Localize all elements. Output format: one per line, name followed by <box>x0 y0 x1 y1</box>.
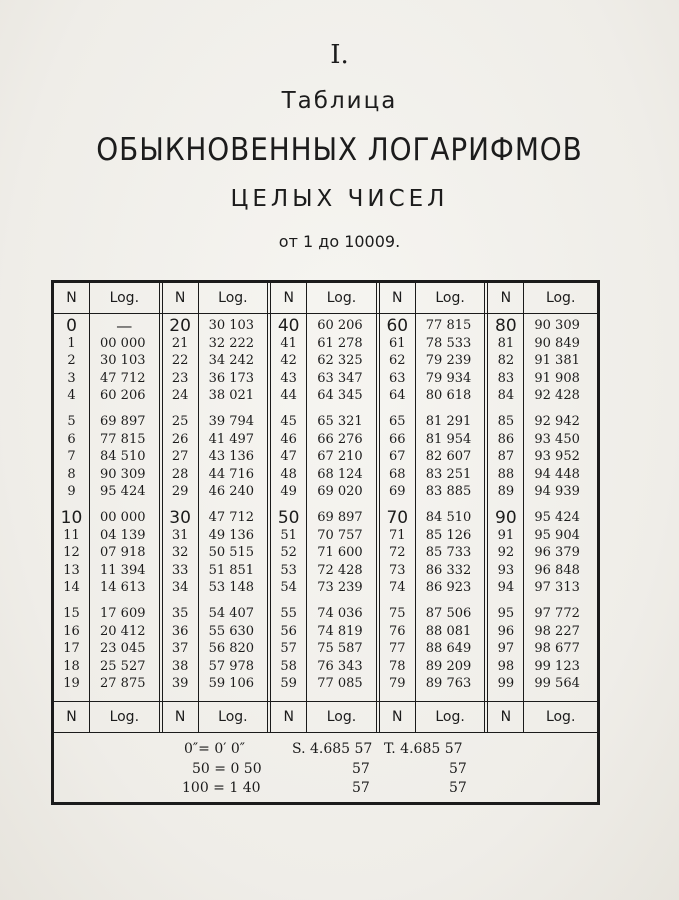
n-value: 46 <box>280 431 297 447</box>
log-value: 47 712 <box>100 370 146 386</box>
n-value: 75 <box>389 606 406 621</box>
table-body <box>54 314 597 701</box>
n-value: 83 <box>497 370 515 386</box>
n-value: 32 <box>171 545 189 560</box>
n-value: 92 <box>497 545 515 560</box>
n-value: 58 <box>280 658 297 674</box>
log-value: 77 085 <box>317 676 363 691</box>
n-value: 81 <box>497 335 515 351</box>
log-value: 90 849 <box>534 335 580 351</box>
n-value: 0 <box>66 316 77 336</box>
log-value: 34 242 <box>208 353 255 368</box>
log-value: 36 173 <box>208 370 255 386</box>
n-value: 90 <box>495 508 517 528</box>
n-value: 96 <box>497 623 515 639</box>
log-value: 77 815 <box>425 318 472 333</box>
n-value: 1 <box>67 335 76 351</box>
header-log: Log. <box>90 702 163 732</box>
n-value: 13 <box>63 562 80 578</box>
log-value: 94 939 <box>534 484 580 499</box>
header-n: N <box>54 702 90 732</box>
log-value: 00 000 <box>100 510 146 525</box>
log-value: 44 716 <box>208 466 255 482</box>
log-value: 47 712 <box>208 510 255 525</box>
log-value: 57 978 <box>208 658 255 674</box>
n-value: 60 <box>386 316 409 336</box>
title-line-2: ОБЫКНОВЕННЫХ ЛОГАРИФМОВ <box>96 132 583 168</box>
log-column <box>90 314 163 701</box>
header-n: N <box>54 283 90 313</box>
n-value: 9 <box>67 484 76 499</box>
n-value: 38 <box>171 658 189 674</box>
log-value: 91 908 <box>534 370 580 386</box>
header-n: N <box>380 283 416 313</box>
header-log: Log. <box>307 702 380 732</box>
n-value: 97 <box>497 641 515 656</box>
log-value: 83 251 <box>425 466 472 482</box>
log-value: 98 227 <box>534 623 580 639</box>
n-value: 23 <box>171 370 189 386</box>
header-log: Log. <box>199 702 272 732</box>
log-value: 73 239 <box>317 580 363 595</box>
log-value: 30 103 <box>208 318 255 333</box>
n-value: 93 <box>497 562 515 578</box>
log-value: 74 819 <box>317 623 363 639</box>
log-value: 65 321 <box>317 414 363 429</box>
n-value: 8 <box>67 466 76 482</box>
n-value: 37 <box>171 641 189 656</box>
log-value: — <box>116 316 133 335</box>
n-value: 78 <box>389 658 406 674</box>
log-value: 89 209 <box>425 658 472 674</box>
log-value: 93 952 <box>534 449 580 464</box>
n-value: 89 <box>497 484 515 499</box>
log-value: 32 222 <box>208 335 255 351</box>
footer-angle-1: 0″= 0′ 0″ <box>184 741 245 757</box>
n-value: 39 <box>171 676 189 691</box>
n-column <box>488 314 524 701</box>
n-value: 79 <box>389 676 406 691</box>
n-value: 4 <box>67 388 76 403</box>
log-value: 60 206 <box>100 388 146 403</box>
log-value: 69 897 <box>317 510 363 525</box>
footer-s-1: S. 4.685 57 <box>292 741 373 757</box>
n-value: 69 <box>389 484 406 499</box>
header-log: Log. <box>416 702 489 732</box>
n-value: 62 <box>389 353 406 368</box>
log-value: 63 347 <box>317 370 363 386</box>
n-value: 17 <box>63 641 80 656</box>
log-value: 71 600 <box>317 545 363 560</box>
n-value: 70 <box>386 508 409 528</box>
log-value: 92 428 <box>534 388 580 403</box>
log-value: 62 325 <box>317 353 363 368</box>
n-value: 47 <box>280 449 297 464</box>
log-value: 56 820 <box>208 641 255 656</box>
n-value: 95 <box>497 606 515 621</box>
log-value: 85 126 <box>425 527 472 543</box>
n-value: 87 <box>497 449 515 464</box>
n-column <box>271 314 307 701</box>
log-value: 99 564 <box>534 676 580 691</box>
header-n: N <box>380 702 416 732</box>
n-value: 28 <box>171 466 189 482</box>
n-value: 27 <box>171 449 189 464</box>
n-value: 94 <box>497 580 515 595</box>
n-value: 33 <box>171 562 189 578</box>
n-value: 74 <box>389 580 406 595</box>
n-value: 77 <box>389 641 406 656</box>
log-value: 17 609 <box>100 606 146 621</box>
log-value: 46 240 <box>208 484 255 499</box>
n-value: 34 <box>171 580 189 595</box>
header-log: Log. <box>307 283 380 313</box>
log-value: 93 450 <box>534 431 580 447</box>
subtitle-range: от 1 до 10009. <box>278 232 401 251</box>
header-log: Log. <box>199 283 272 313</box>
n-value: 36 <box>171 623 189 639</box>
log-value: 51 851 <box>208 562 255 578</box>
table-header-top <box>54 283 597 314</box>
log-value: 85 733 <box>425 545 472 560</box>
n-value: 48 <box>280 466 297 482</box>
log-value: 64 345 <box>317 388 363 403</box>
log-value: 92 942 <box>534 414 580 429</box>
n-value: 2 <box>67 353 76 368</box>
log-value: 80 618 <box>425 388 472 403</box>
log-value: 76 343 <box>317 658 363 674</box>
log-value: 59 106 <box>208 676 255 691</box>
log-value: 38 021 <box>208 388 255 403</box>
n-value: 72 <box>389 545 406 560</box>
log-value: 98 677 <box>534 641 580 656</box>
n-value: 25 <box>171 414 189 429</box>
log-value: 94 448 <box>534 466 580 482</box>
n-value: 99 <box>497 676 515 691</box>
n-value: 59 <box>280 676 297 691</box>
n-value: 86 <box>497 431 515 447</box>
n-value: 88 <box>497 466 515 482</box>
log-value: 90 309 <box>100 466 146 482</box>
log-value: 70 757 <box>317 527 363 543</box>
log-value: 88 081 <box>425 623 472 639</box>
n-value: 51 <box>280 527 297 543</box>
n-value: 26 <box>171 431 189 447</box>
n-value: 57 <box>280 641 297 656</box>
n-value: 15 <box>63 606 80 621</box>
header-n: N <box>163 283 199 313</box>
n-value: 67 <box>389 449 406 464</box>
logarithm-table <box>51 280 600 805</box>
footer-t-2: 57 <box>449 761 467 777</box>
n-value: 6 <box>67 431 76 447</box>
header-log: Log. <box>90 283 163 313</box>
log-value: 69 020 <box>317 484 363 499</box>
n-value: 14 <box>63 580 80 595</box>
n-value: 84 <box>497 388 515 403</box>
n-value: 5 <box>67 414 76 429</box>
log-value: 00 000 <box>100 335 146 351</box>
header-n: N <box>488 702 524 732</box>
footer-angle-3: 100 = 1 40 <box>182 780 261 796</box>
n-value: 29 <box>171 484 189 499</box>
footer-s-2: 57 <box>352 761 370 777</box>
n-column <box>380 314 416 701</box>
log-value: 07 918 <box>100 545 146 560</box>
n-value: 40 <box>277 316 300 336</box>
n-value: 19 <box>63 676 80 691</box>
log-value: 84 510 <box>100 449 146 464</box>
log-value: 95 424 <box>534 510 580 525</box>
log-value: 84 510 <box>425 510 472 525</box>
log-value: 96 379 <box>534 545 580 560</box>
n-value: 85 <box>497 414 515 429</box>
log-value: 79 239 <box>425 353 472 368</box>
header-log: Log. <box>416 283 489 313</box>
n-value: 35 <box>171 606 189 621</box>
log-value: 04 139 <box>100 527 146 543</box>
n-value: 11 <box>63 527 80 543</box>
n-value: 31 <box>171 527 189 543</box>
title-line-3: ЦЕЛЫХ ЧИСЕЛ <box>230 186 449 212</box>
n-value: 43 <box>280 370 297 386</box>
log-value: 72 428 <box>317 562 363 578</box>
n-value: 7 <box>67 449 76 464</box>
log-value: 41 497 <box>208 431 255 447</box>
table-footer <box>54 733 597 801</box>
table-header-bottom <box>54 701 597 733</box>
header-log: Log. <box>545 290 576 306</box>
n-value: 91 <box>497 527 515 543</box>
n-value: 21 <box>171 335 189 351</box>
n-value: 42 <box>280 353 297 368</box>
header-log: Log. <box>545 709 576 725</box>
n-value: 52 <box>280 545 297 560</box>
log-value: 50 515 <box>208 545 255 560</box>
n-value: 44 <box>280 388 297 403</box>
log-value: 69 897 <box>100 414 146 429</box>
n-value: 22 <box>171 353 189 368</box>
n-value: 61 <box>389 335 406 351</box>
header-n: N <box>271 283 307 313</box>
log-value: 78 533 <box>425 335 472 351</box>
log-value: 91 381 <box>534 353 580 368</box>
log-value: 96 848 <box>534 562 580 578</box>
log-value: 82 607 <box>425 449 472 464</box>
log-value: 74 036 <box>317 606 363 621</box>
log-value: 89 763 <box>425 676 472 691</box>
n-value: 55 <box>280 606 297 621</box>
log-value: 54 407 <box>208 606 255 621</box>
footer-s-3: 57 <box>352 780 370 796</box>
log-value: 60 206 <box>317 318 363 333</box>
log-value: 20 412 <box>100 623 146 639</box>
n-value: 50 <box>277 508 300 528</box>
log-value: 67 210 <box>317 449 363 464</box>
log-value: 61 278 <box>317 335 363 351</box>
n-value: 24 <box>171 388 189 403</box>
log-value: 30 103 <box>100 353 146 368</box>
n-value: 12 <box>63 545 80 560</box>
n-value: 20 <box>169 316 191 336</box>
header-n: N <box>488 283 524 313</box>
n-column <box>54 314 90 701</box>
n-value: 18 <box>63 658 80 674</box>
n-value: 10 <box>60 508 83 528</box>
log-value: 39 794 <box>208 414 255 429</box>
n-value: 56 <box>280 623 297 639</box>
log-value: 95 424 <box>100 484 146 499</box>
log-column <box>199 314 272 701</box>
log-value: 68 124 <box>317 466 363 482</box>
log-value: 27 875 <box>100 676 146 691</box>
log-value: 90 309 <box>534 318 580 333</box>
n-value: 64 <box>389 388 406 403</box>
log-value: 87 506 <box>425 606 472 621</box>
log-value: 14 613 <box>100 580 146 595</box>
header-n: N <box>163 702 199 732</box>
log-value: 79 934 <box>425 370 472 386</box>
log-value: 11 394 <box>100 562 146 578</box>
log-value: 66 276 <box>317 431 363 447</box>
log-value: 25 527 <box>100 658 146 674</box>
n-value: 49 <box>280 484 297 499</box>
log-value: 43 136 <box>208 449 255 464</box>
title-line-1: Таблица <box>281 88 398 114</box>
n-value: 76 <box>389 623 406 639</box>
n-value: 16 <box>63 623 80 639</box>
n-value: 65 <box>389 414 406 429</box>
section-number: I. <box>330 40 349 70</box>
n-value: 45 <box>280 414 297 429</box>
log-value: 55 630 <box>208 623 255 639</box>
n-value: 30 <box>169 508 191 528</box>
log-value: 49 136 <box>208 527 255 543</box>
n-value: 53 <box>280 562 297 578</box>
n-value: 3 <box>67 370 76 386</box>
log-value: 83 885 <box>425 484 472 499</box>
n-column <box>163 314 199 701</box>
log-column <box>416 314 489 701</box>
log-column <box>524 314 597 701</box>
log-value: 23 045 <box>100 641 146 656</box>
log-value: 81 954 <box>425 431 472 447</box>
n-value: 41 <box>280 335 297 351</box>
n-value: 82 <box>497 353 515 368</box>
log-value: 75 587 <box>317 641 363 656</box>
n-value: 68 <box>389 466 406 482</box>
log-value: 81 291 <box>425 414 472 429</box>
n-value: 63 <box>389 370 406 386</box>
log-value: 53 148 <box>208 580 255 595</box>
header-n: N <box>271 702 307 732</box>
log-column <box>307 314 380 701</box>
log-value: 97 772 <box>534 606 580 621</box>
n-value: 80 <box>495 316 517 336</box>
n-value: 71 <box>389 527 406 543</box>
footer-t-1: T. 4.685 57 <box>384 741 463 757</box>
footer-t-3: 57 <box>449 780 467 796</box>
n-value: 73 <box>389 562 406 578</box>
n-value: 54 <box>280 580 297 595</box>
log-value: 86 332 <box>425 562 472 578</box>
log-value: 95 904 <box>534 527 580 543</box>
log-value: 97 313 <box>534 580 580 595</box>
footer-angle-2: 50 = 0 50 <box>192 761 262 777</box>
log-value: 88 649 <box>425 641 472 656</box>
log-value: 77 815 <box>100 431 146 447</box>
log-value: 86 923 <box>425 580 472 595</box>
n-value: 66 <box>389 431 406 447</box>
log-value: 99 123 <box>534 658 580 674</box>
n-value: 98 <box>497 658 515 674</box>
